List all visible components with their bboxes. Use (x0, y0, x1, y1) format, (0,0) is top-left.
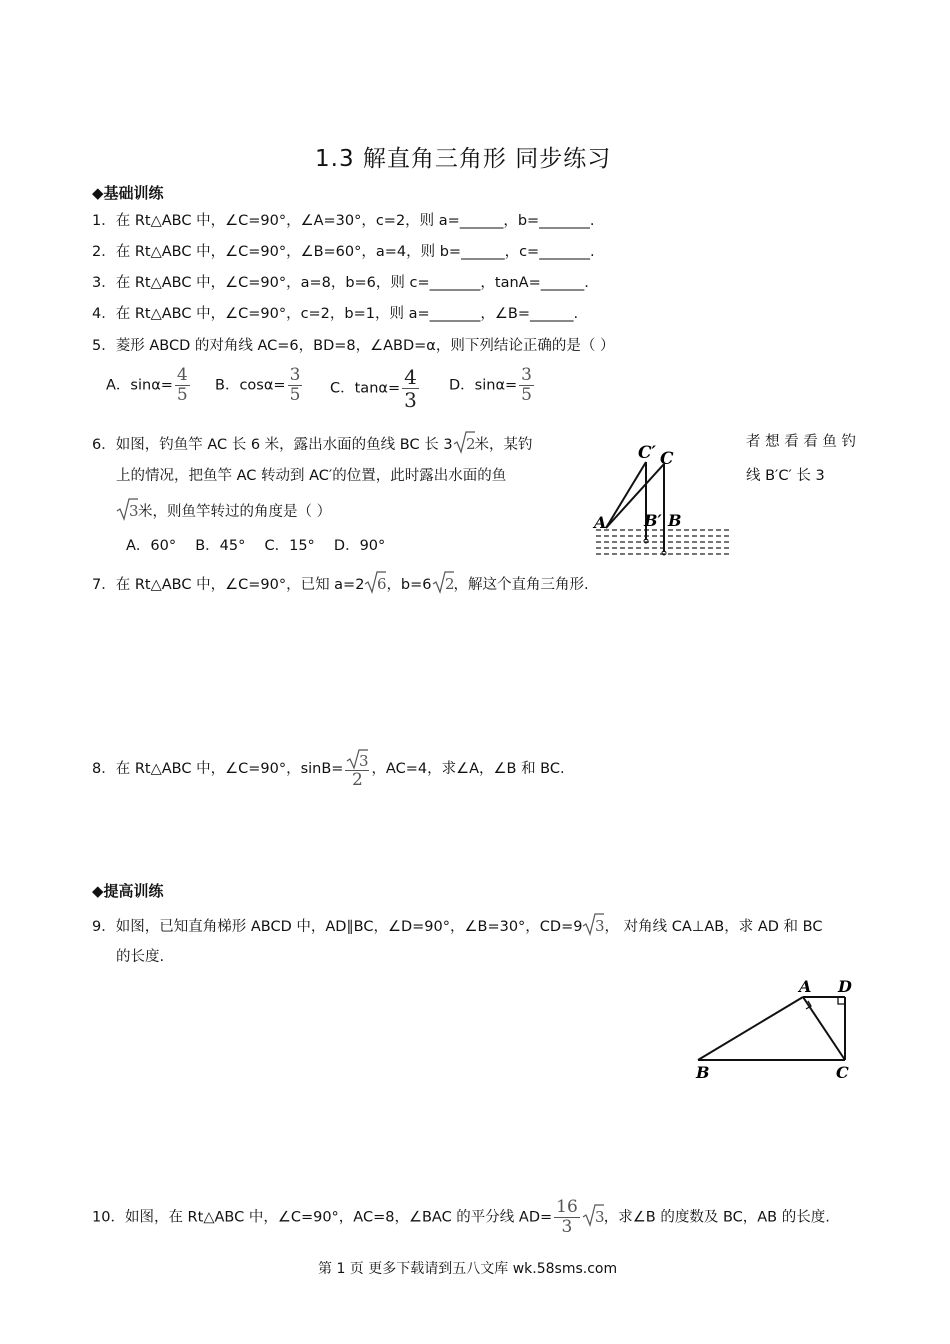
fraction-denominator: 5 (521, 385, 532, 405)
question-5-option-b (215, 366, 304, 405)
text: ，b=6 (386, 577, 432, 593)
question-2: 2．在 Rt△ABC 中，∠C=90°，∠B=60°，a=4，则 b=______，c=_______. (92, 244, 595, 260)
question-5-option-a (106, 366, 192, 405)
fraction-numerator: 3 (289, 365, 301, 385)
option-label: C．tanα= (330, 380, 401, 397)
fraction-denominator: 2 (352, 770, 363, 790)
question-6-line-1-right: 者 想 看 看 鱼 钓 (746, 434, 857, 450)
fraction-16-over-3 (554, 1198, 580, 1237)
side-ab (698, 997, 803, 1060)
question-1: 1．在 Rt△ABC 中，∠C=90°，∠A=30°，c=2，则 a=______，b=_______. (92, 213, 595, 229)
fraction-denominator: 3 (561, 1217, 573, 1237)
question-3: 3．在 Rt△ABC 中，∠C=90°，a=8，b=6，则 c=_______，tanA=______. (92, 275, 589, 291)
text: 6．如图，钓鱼竿 AC 长 6 米，露出水面的鱼线 BC 长 3 (92, 437, 453, 453)
radicand: 2 (465, 435, 475, 453)
fraction-numerator: 16 (556, 1197, 578, 1217)
right-angle-d (838, 997, 845, 1004)
sqrt-3 (116, 497, 138, 527)
fraction-sqrt3-over-2 (345, 748, 369, 790)
text: ，AC=4，求∠A，∠B 和 BC. (371, 761, 565, 777)
question-9-line-1 (92, 912, 822, 942)
question-4: 4．在 Rt△ABC 中，∠C=90°，c=2，b=1，则 a=_______，∠B=______. (92, 306, 579, 322)
label-c-prime: C′ (638, 443, 657, 463)
text: 8．在 Rt△ABC 中，∠C=90°，sinB= (92, 761, 344, 777)
question-8 (92, 748, 565, 790)
option-label: D．sinα= (449, 377, 518, 394)
label-b-prime: B′ (644, 511, 662, 530)
question-10 (92, 1198, 830, 1237)
question-5-option-d (449, 366, 536, 405)
page-footer: 第 1 页 更多下载请到五八文库 wk.58sms.com (318, 1261, 618, 1277)
text: 米，则鱼竿转过的角度是（ ） (138, 504, 332, 520)
radicand: 3 (594, 1207, 604, 1226)
sqrt-3 (582, 1203, 604, 1233)
text: 7．在 Rt△ABC 中，∠C=90°，已知 a=2 (92, 577, 365, 593)
fraction-numerator (345, 748, 369, 771)
sqrt-2 (453, 430, 475, 460)
sqrt-6 (364, 570, 386, 600)
fraction-denominator: 5 (176, 385, 188, 405)
section-basic-heading: ◆基础训练 (92, 184, 164, 202)
trapezoid-figure (690, 975, 860, 1085)
fraction-denominator: 3 (404, 388, 417, 412)
question-6-line-2-right: 线 B′C′ 长 3 (746, 468, 825, 484)
text: ，解这个直角三角形. (453, 577, 589, 593)
question-6-line-2: 上的情况，把鱼竿 AC 转动到 AC′的位置，此时露出水面的鱼 (116, 468, 507, 484)
question-6-line-1 (92, 430, 533, 460)
fraction-denominator: 5 (289, 385, 301, 405)
label-c: C (836, 1063, 849, 1082)
fishing-rod-figure (592, 440, 732, 562)
fraction-numerator: 3 (521, 365, 532, 385)
question-7 (92, 570, 589, 600)
label-d: D (838, 977, 852, 996)
text: 10．如图，在 Rt△ABC 中，∠C=90°，AC=8，∠BAC 的平分线 AD= (92, 1209, 553, 1226)
text: ， 对角线 CA⊥AB，求 AD 和 BC (604, 919, 823, 935)
question-6-line-3 (116, 497, 331, 527)
radicand: 2 (444, 575, 454, 593)
label-b: B (668, 511, 682, 530)
radicand: 3 (595, 917, 605, 935)
radicand: 3 (359, 752, 369, 770)
question-5: 5．菱形 ABCD 的对角线 AC=6，BD=8，∠ABD=α，则下列结论正确的是（ ） (92, 338, 615, 354)
question-5-option-c (330, 366, 421, 411)
label-c: C (660, 449, 674, 469)
radicand: 3 (129, 502, 138, 520)
radicand: 6 (377, 575, 387, 593)
text: 米，某钓 (474, 437, 533, 453)
page-title: 1.3 解直角三角形 同步练习 (315, 146, 612, 172)
sqrt-2 (432, 570, 454, 600)
fraction-numerator: 4 (176, 365, 188, 385)
option-label: B．cosα= (215, 377, 286, 394)
question-9-line-2: 的长度. (116, 949, 165, 965)
sqrt-3 (582, 912, 604, 942)
question-6-options: A．60° B．45° C．15° D．90° (126, 538, 386, 554)
label-a: A (799, 977, 812, 996)
label-b: B (696, 1063, 710, 1082)
option-label: A．sinα= (106, 377, 173, 394)
fraction-numerator: 4 (404, 365, 417, 389)
rod-ac-prime (606, 462, 646, 528)
text: ，求∠B 的度数及 BC，AB 的长度. (603, 1209, 830, 1226)
label-a: A (594, 513, 607, 532)
section-advanced-heading: ◆提高训练 (92, 882, 164, 900)
text: 9．如图，已知直角梯形 ABCD 中，AD∥BC，∠D=90°，∠B=30°，CD=9 (92, 919, 583, 935)
